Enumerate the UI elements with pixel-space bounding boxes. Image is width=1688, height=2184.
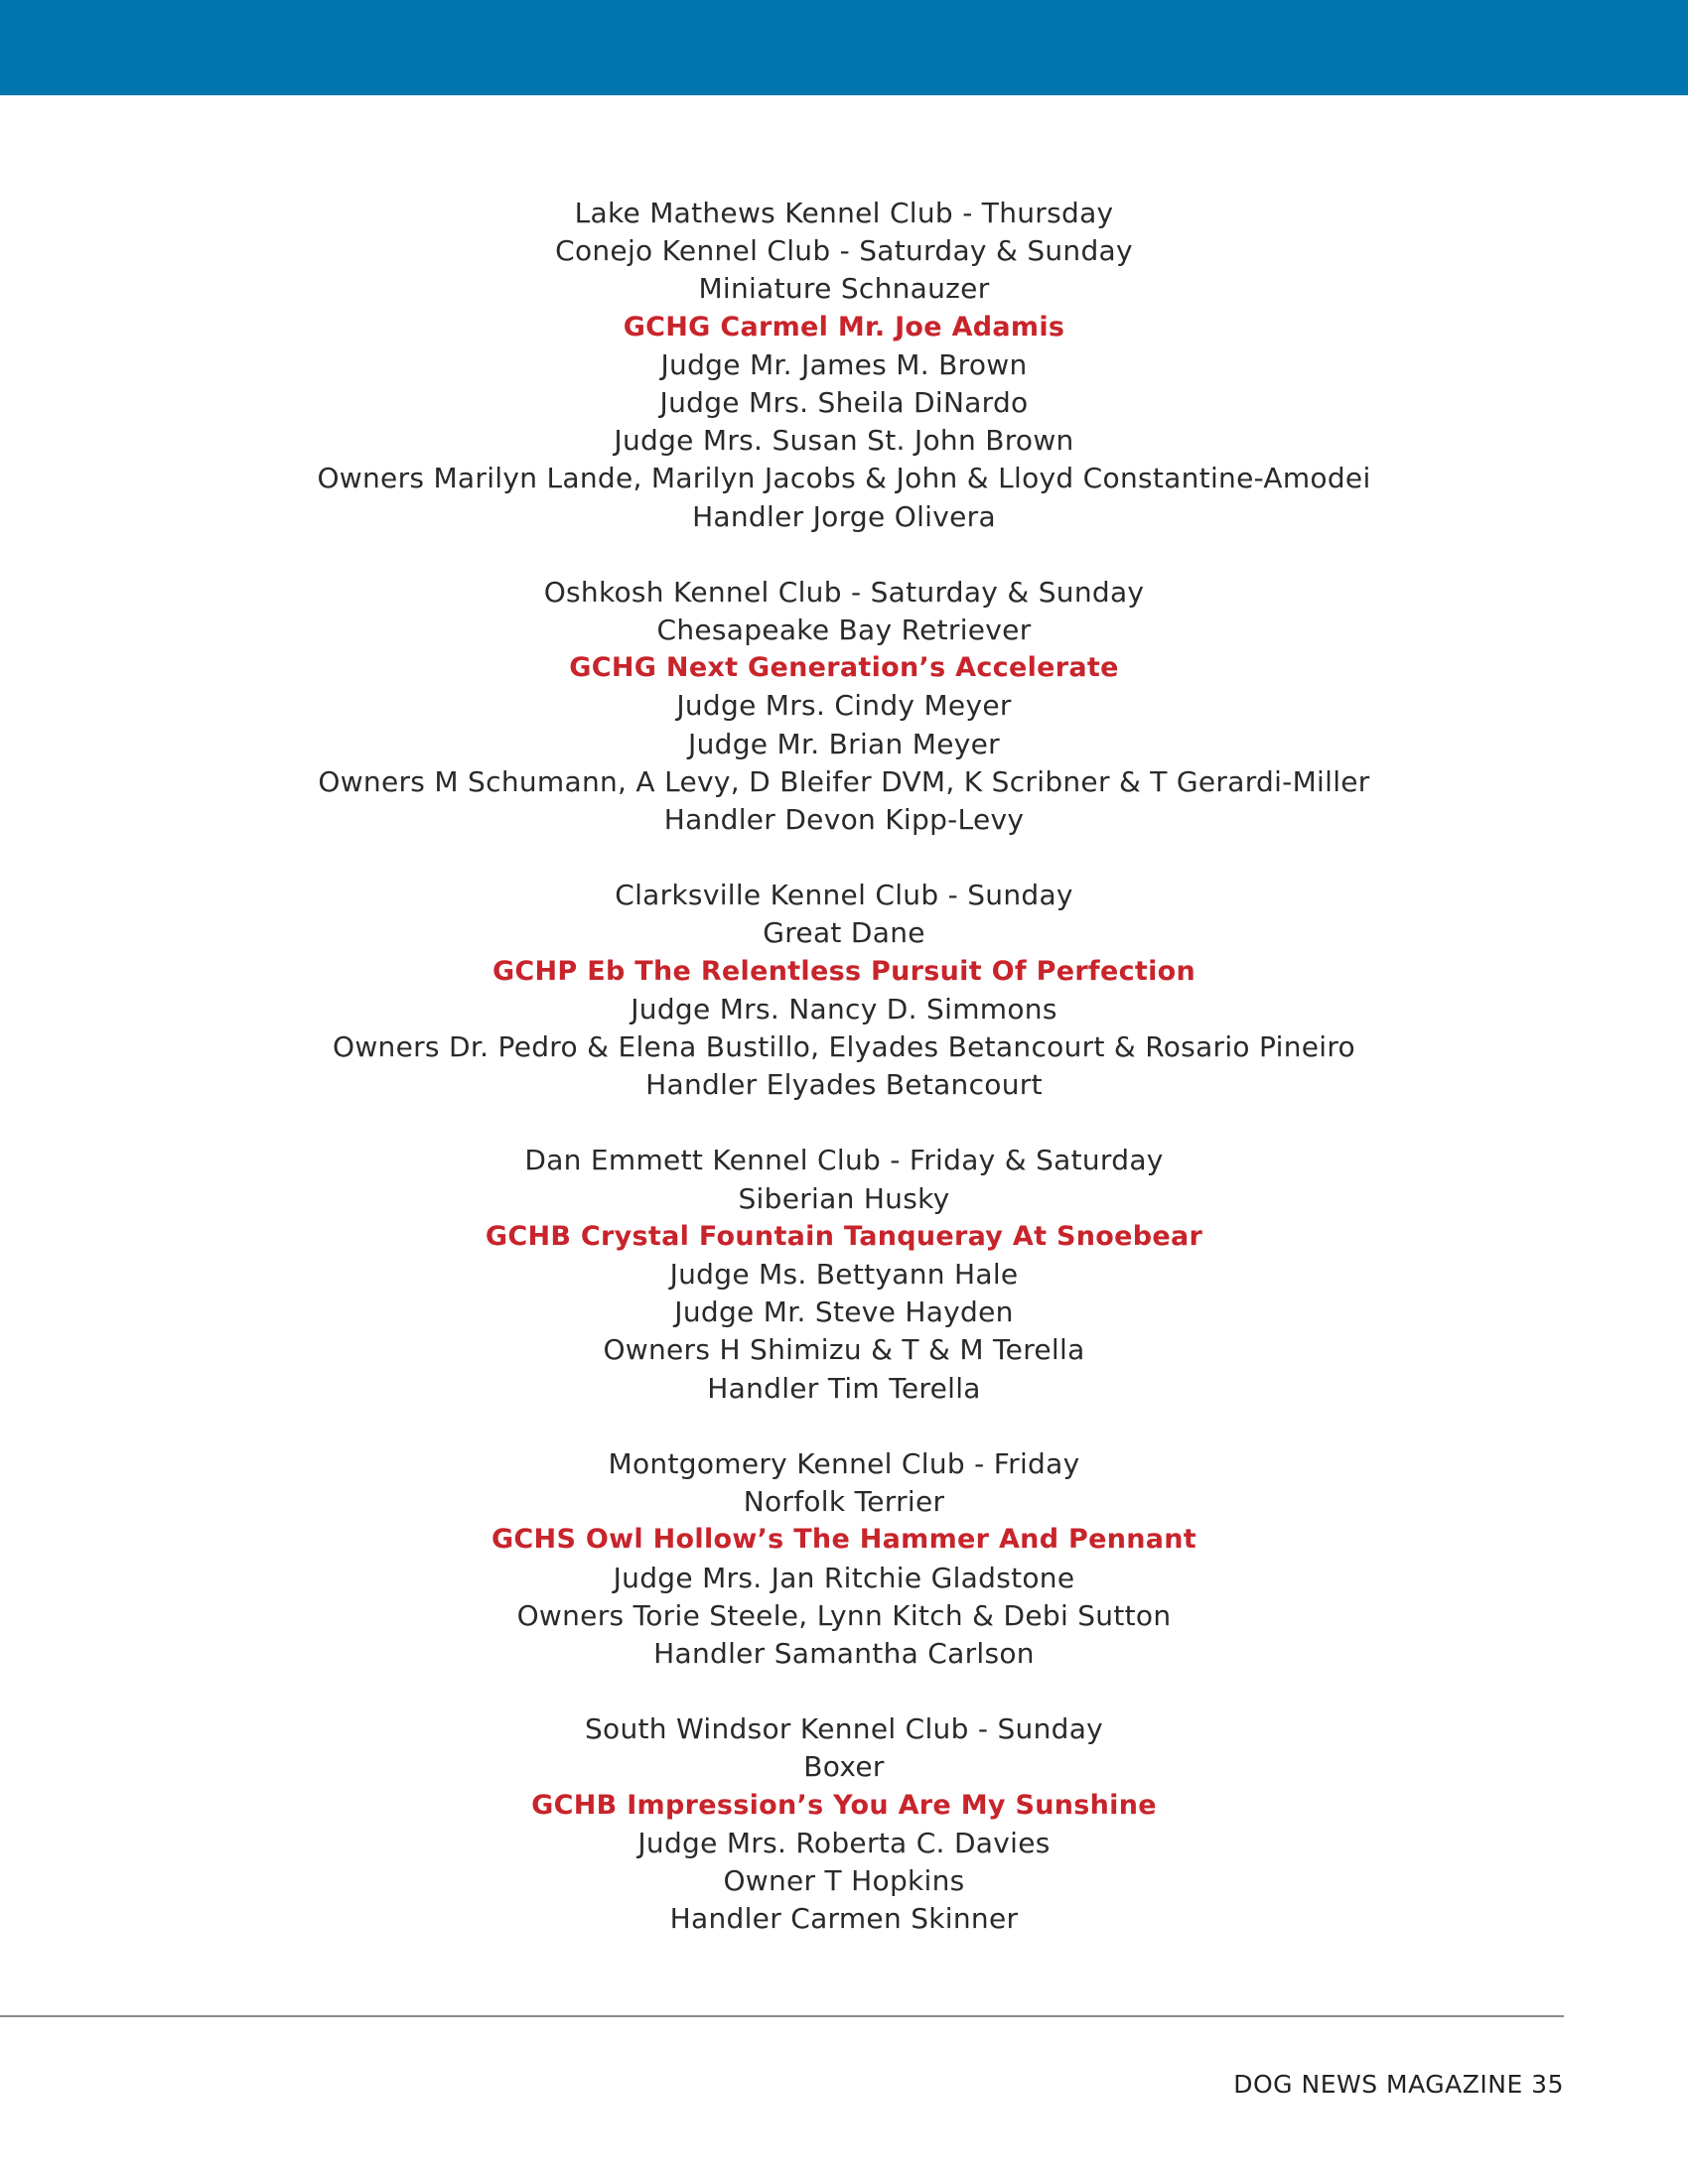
dog-name: GCHP Eb The Relentless Pursuit Of Perfection: [492, 955, 1196, 987]
handler-line: Handler Carmen Skinner: [669, 1902, 1019, 1936]
judge-line: Judge Mrs. Susan St. John Brown: [614, 424, 1074, 458]
judge-line: Judge Mr. James M. Brown: [660, 347, 1028, 381]
handler-line: Handler Elyades Betancourt: [645, 1068, 1043, 1102]
dog-name: GCHB Crystal Fountain Tanqueray At Snoebear: [485, 1220, 1203, 1252]
breed-name: Chesapeake Bay Retriever: [656, 614, 1032, 647]
judge-line: Judge Mr. Steve Hayden: [674, 1296, 1014, 1329]
result-entry-1: [0, 195, 1688, 536]
handler-line: Handler Tim Terella: [707, 1371, 981, 1405]
owners-line: Owners Marilyn Lande, Marilyn Jacobs & John & Lloyd Constantine-Amodei: [317, 462, 1371, 495]
handler-line: Handler Devon Kipp-Levy: [663, 803, 1025, 837]
judge-line: Judge Mrs. Cindy Meyer: [676, 689, 1012, 723]
dog-name: GCHG Carmel Mr. Joe Adamis: [623, 311, 1065, 342]
breed-name: Great Dane: [763, 916, 925, 950]
result-entry-3: [0, 877, 1688, 1104]
breed-name: Siberian Husky: [738, 1181, 950, 1215]
show-line: Lake Mathews Kennel Club - Thursday: [574, 197, 1114, 229]
page-footer: DOG NEWS MAGAZINE 35: [1233, 2070, 1564, 2099]
owners-line: Owners Torie Steele, Lynn Kitch & Debi Sutton: [516, 1598, 1172, 1632]
show-results: [0, 195, 1688, 1976]
judge-line: Judge Ms. Bettyann Hale: [669, 1258, 1019, 1292]
result-entry-5: [0, 1445, 1688, 1673]
dog-name: GCHB Impression’s You Are My Sunshine: [531, 1789, 1157, 1821]
breed-name: Boxer: [803, 1750, 885, 1784]
handler-line: Handler Samantha Carlson: [653, 1636, 1035, 1670]
result-entry-6: [0, 1710, 1688, 1938]
footer-divider: [0, 2015, 1564, 2017]
judge-line: Judge Mrs. Nancy D. Simmons: [631, 992, 1057, 1025]
show-line: Dan Emmett Kennel Club - Friday & Saturday: [524, 1144, 1164, 1177]
dog-name: GCHG Next Generation’s Accelerate: [569, 652, 1119, 684]
judge-line: Judge Mr. Brian Meyer: [688, 727, 1000, 760]
owners-line: Owners H Shimizu & T & M Terella: [603, 1333, 1085, 1367]
result-entry-4: [0, 1142, 1688, 1407]
show-line: Clarksville Kennel Club - Sunday: [615, 879, 1073, 912]
owner-line: Owner T Hopkins: [723, 1863, 965, 1897]
judge-line: Judge Mrs. Jan Ritchie Gladstone: [613, 1561, 1075, 1594]
show-line: South Windsor Kennel Club - Sunday: [584, 1712, 1104, 1746]
judge-line: Judge Mrs. Sheila DiNardo: [659, 386, 1029, 420]
handler-line: Handler Jorge Olivera: [692, 499, 996, 533]
header-bar: [0, 0, 1688, 95]
result-entry-2: [0, 574, 1688, 839]
owners-line: Owners Dr. Pedro & Elena Bustillo, Elyades Betancourt & Rosario Pineiro: [333, 1030, 1355, 1064]
judge-line: Judge Mrs. Roberta C. Davies: [637, 1826, 1051, 1859]
show-line: Conejo Kennel Club - Saturday & Sunday: [555, 234, 1133, 268]
dog-name: GCHS Owl Hollow’s The Hammer And Pennant: [491, 1524, 1197, 1556]
owners-line: Owners M Schumann, A Levy, D Bleifer DVM, K Scribner & T Gerardi-Miller: [318, 764, 1370, 798]
breed-name: Miniature Schnauzer: [698, 272, 990, 306]
breed-name: Norfolk Terrier: [743, 1485, 945, 1519]
show-line: Montgomery Kennel Club - Friday: [608, 1446, 1080, 1480]
show-line: Oshkosh Kennel Club - Saturday & Sunday: [543, 575, 1145, 609]
